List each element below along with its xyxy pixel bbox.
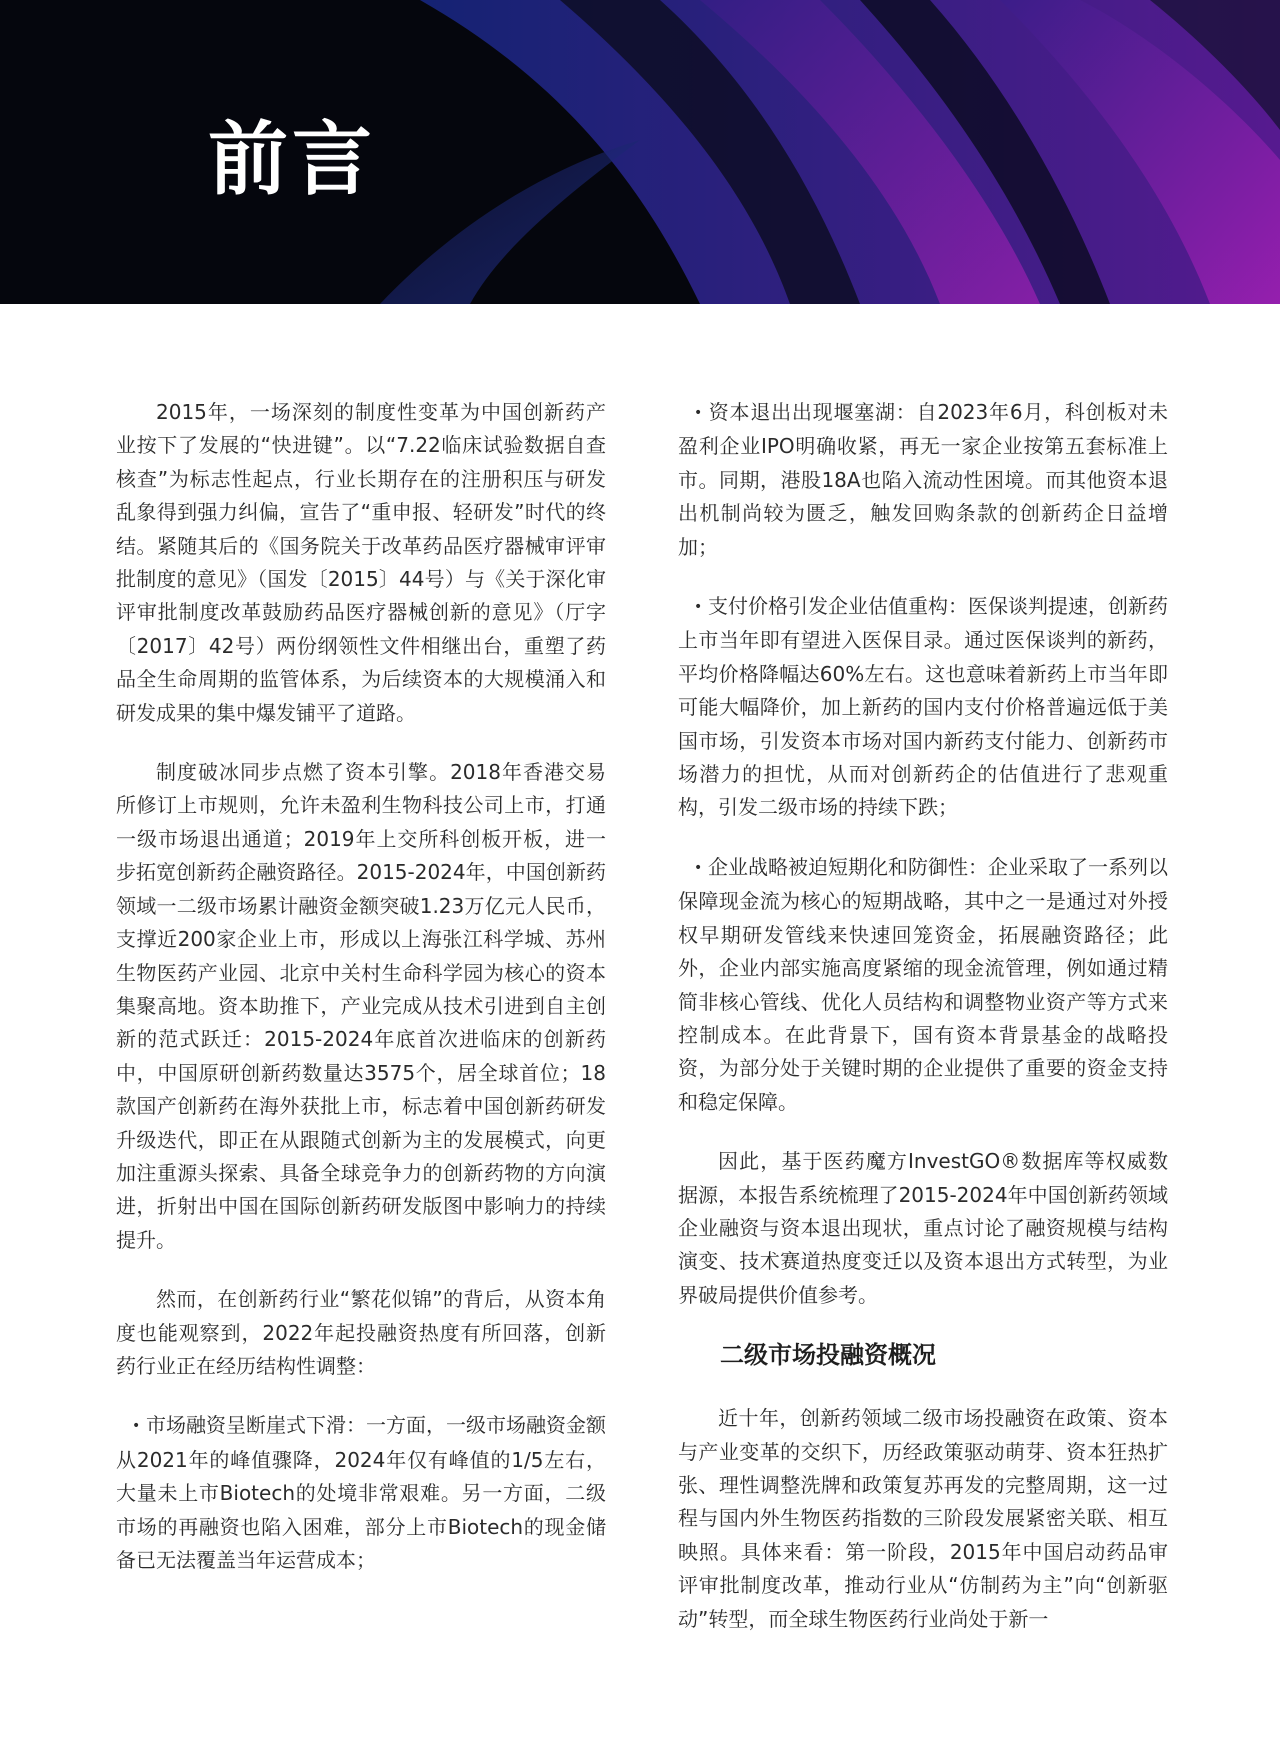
bullet-text: 资本退出出现堰塞湖：自2023年6月，科创板对未盈利企业IPO明确收紧，再无一家企业按第五套标准上市。同期，港股18A也陷入流动性困境。而其他资本退出机制尚较为匮乏，触发回购条款的创新药企日益增加；	[678, 400, 1168, 559]
header-banner	[0, 0, 1280, 304]
bullet-icon: •	[694, 599, 703, 616]
bullet-text: 企业战略被迫短期化和防御性：企业采取了一系列以保障现金流为核心的短期战略，其中之一是通过对外授权早期研发管线来快速回笼资金，拓展融资路径；此外，企业内部实施高度紧缩的现金流管理，例如通过精简非核心管线、优化人员结构和调整物业资产等方式来控制成本。在此背景下，国有资本背景基金的战略投资，为部分处于关键时期的企业提供了重要的资金支持和稳定保障。	[678, 854, 1168, 1114]
right-column	[678, 396, 1168, 1662]
bullet-icon: •	[694, 859, 703, 876]
adjustment-paragraph: 然而，在创新药行业“繁花似锦”的背后，从资本角度也能观察到，2022年起投融资热度有所回落，创新药行业正在经历结构性调整：	[116, 1287, 606, 1378]
secondary-market-paragraph: 近十年，创新药领域二级市场投融资在政策、资本与产业变革的交织下，历经政策驱动萌芽、资本狂热扩张、理性调整洗牌和政策复苏再发的完整周期，这一过程与国内外生物医药指数的三阶段发展紧密关联、相互映照。具体来看：第一阶段，2015年中国启动药品审评审批制度改革，推动行业从“仿制药为主”向“创新驱动”转型，而全球生物医药行业尚处于新一	[678, 1406, 1168, 1631]
banner-decoration	[0, 0, 1280, 304]
bullet-item	[678, 590, 1168, 825]
bullet-icon: •	[694, 405, 703, 421]
bullet-item	[678, 851, 1168, 1119]
intro-paragraph: 2015年，一场深刻的制度性变革为中国创新药产业按下了发展的“快进键”。以“7.22临床试验数据自查核查”为标志性起点，行业长期存在的注册积压与研发乱象得到强力纠偏，宣告了“重申报、轻研发”时代的终结。紧随其后的《国务院关于改革药品医疗器械审评审批制度的意见》（国发〔2015〕44号）与《关于深化审评审批制度改革鼓励药品医疗器械创新的意见》（厅字〔2017〕42号）两份纲领性文件相继出台，重塑了药品全生命周期的监管体系，为后续资本的大规模涌入和研发成果的集中爆发铺平了道路。	[116, 400, 606, 725]
bullet-icon: •	[132, 1418, 141, 1435]
report-summary-paragraph: 因此，基于医药魔方InvestGO®数据库等权威数据源，本报告系统梳理了2015-2024年中国创新药领域企业融资与资本退出现状，重点讨论了融资规模与结构演变、技术赛道热度变迁以及资本退出方式转型，为业界破局提供价值参考。	[678, 1149, 1168, 1307]
left-column	[116, 396, 606, 1603]
bullet-text: 市场融资呈断崖式下滑：一方面，一级市场融资金额从2021年的峰值骤降，2024年仅有峰值的1/5左右，大量未上市Biotech的处境非常艰难。另一方面，二级市场的再融资也陷入困难，部分上市Biotech的现金储备已无法覆盖当年运营成本；	[116, 1413, 606, 1572]
bullet-text: 支付价格引发企业估值重构：医保谈判提速，创新药上市当年即有望进入医保目录。通过医保谈判的新药，平均价格降幅达60%左右。这也意味着新药上市当年即可能大幅降价，加上新药的国内支付价格普遍远低于美国市场，引发资本市场对国内新药支付能力、创新药市场潜力的担忧，从而对创新药企的估值进行了悲观重构，引发二级市场的持续下跌；	[678, 594, 1168, 820]
bullet-item	[678, 396, 1168, 564]
section-heading: 二级市场投融资概况	[720, 1341, 936, 1370]
page-title: 前言	[208, 113, 376, 206]
capital-paragraph: 制度破冰同步点燃了资本引擎。2018年香港交易所修订上市规则，允许未盈利生物科技公司上市，打通一级市场退出通道；2019年上交所科创板开板，进一步拓宽创新药企融资路径。2015-2024年，中国创新药领域一二级市场累计融资金额突破1.23万亿元人民币，支撑近200家企业上市，形成以上海张江科学城、苏州生物医药产业园、北京中关村生命科学园为核心的资本集聚高地。资本助推下，产业完成从技术引进到自主创新的范式跃迁：2015-2024年底首次进临床的创新药中，中国原研创新药数量达3575个，居全球首位；18款国产创新药在海外获批上市，标志着中国创新药研发升级迭代，即正在从跟随式创新为主的发展模式，向更加注重源头探索、具备全球竞争力的创新药物的方向演进，折射出中国在国际创新药研发版图中影响力的持续提升。	[116, 760, 606, 1252]
bullet-item	[116, 1409, 606, 1577]
